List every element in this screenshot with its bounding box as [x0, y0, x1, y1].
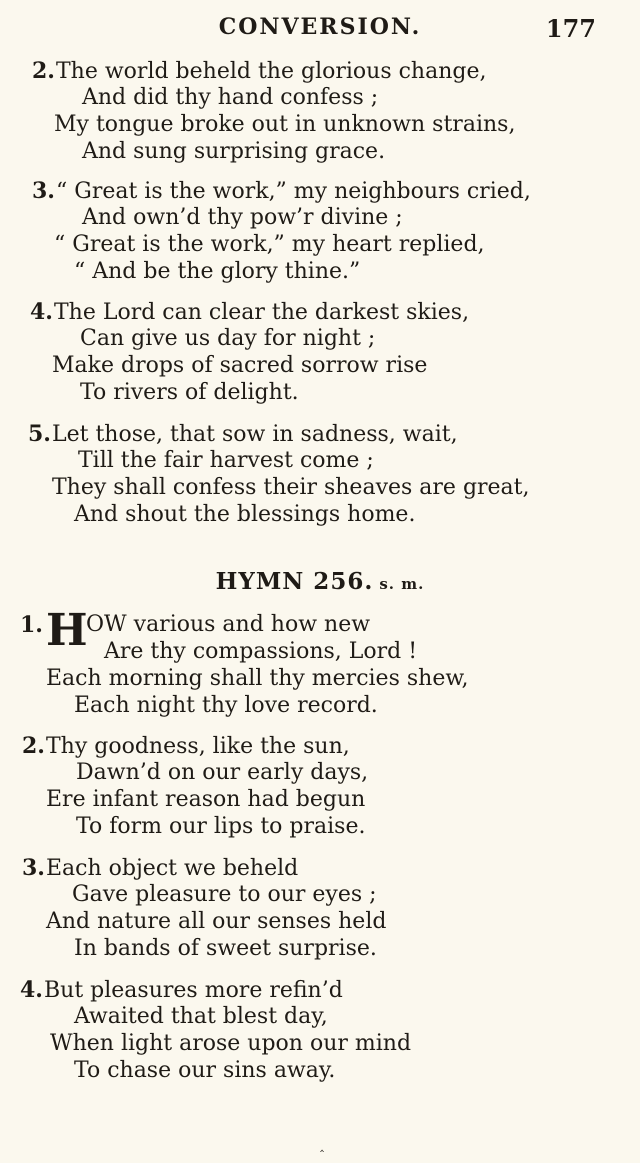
stanza-line: Each night thy love record. [74, 693, 378, 718]
hymn-title: HYMN 256. s. m. [215, 568, 425, 595]
stanza-line: Gave pleasure to our eyes ; [72, 882, 377, 907]
stanza-line: 3.Each object we beheld [22, 855, 299, 881]
stanza-line: Awaited that blest day, [74, 1004, 328, 1029]
stanza-line: 4.But pleasures more refin’d [20, 977, 343, 1003]
stanza-number: 4. [30, 299, 53, 325]
stanza-line: Are thy compassions, Lord ! [104, 639, 418, 664]
stanza-line: OW various and how new [86, 612, 371, 637]
stanza-line: And sung surprising grace. [82, 139, 386, 164]
stanza-line: To chase our sins away. [74, 1058, 336, 1083]
stanza-line: “ Great is the work,” my heart replied, [54, 232, 485, 257]
stanza-number: 3. [32, 178, 55, 204]
printer-mark: ‸ [320, 1138, 325, 1152]
stanza-number: 2. [32, 58, 55, 84]
stanza-line [20, 612, 44, 639]
stanza-line: 3.“ Great is the work,” my neighbours cried, [32, 178, 531, 204]
stanza-line: 4.The Lord can clear the darkest skies, [30, 299, 470, 325]
stanza-line: Till the fair harvest come ; [78, 448, 374, 473]
stanza-line: In bands of sweet surprise. [74, 936, 377, 961]
stanza-line: Can give us day for night ; [80, 326, 376, 351]
stanza-number: 4. [20, 977, 43, 1003]
stanza-line: When light arose upon our mind [50, 1031, 412, 1056]
page-header [0, 14, 640, 48]
stanza-number: 3. [22, 855, 45, 881]
hymn-meter: s. m. [379, 575, 425, 593]
stanza-line: And shout the blessings home. [74, 502, 416, 527]
stanza-line: Each morning shall thy mercies shew, [46, 666, 469, 691]
stanza-line: To form our lips to praise. [76, 814, 366, 839]
drop-cap: H [46, 605, 88, 656]
stanza-line: My tongue broke out in unknown strains, [54, 112, 516, 137]
stanza-line: To rivers of delight. [80, 380, 299, 405]
stanza-line: 2.The world beheld the glorious change, [32, 58, 487, 84]
stanza-line: Ere infant reason had begun [46, 787, 366, 812]
running-head: CONVERSION. [218, 14, 422, 40]
stanza-line: “ And be the glory thine.” [74, 259, 361, 284]
stanza-line: They shall confess their sheaves are great, [52, 475, 530, 500]
stanza-line: And own’d thy pow’r divine ; [82, 205, 403, 230]
stanza-line: And nature all our senses held [46, 909, 387, 934]
stanza-line: Dawn’d on our early days, [76, 760, 369, 785]
stanza-number: 5. [28, 421, 51, 447]
stanza-number: 2. [22, 733, 45, 759]
page-number: 177 [545, 14, 596, 43]
stanza-number: 1. [20, 612, 43, 638]
stanza-line: Make drops of sacred sorrow rise [52, 353, 428, 378]
stanza-line: 5.Let those, that sow in sadness, wait, [28, 421, 458, 447]
stanza-line: 2.Thy goodness, like the sun, [22, 733, 350, 759]
stanza-line: And did thy hand confess ; [82, 85, 379, 110]
